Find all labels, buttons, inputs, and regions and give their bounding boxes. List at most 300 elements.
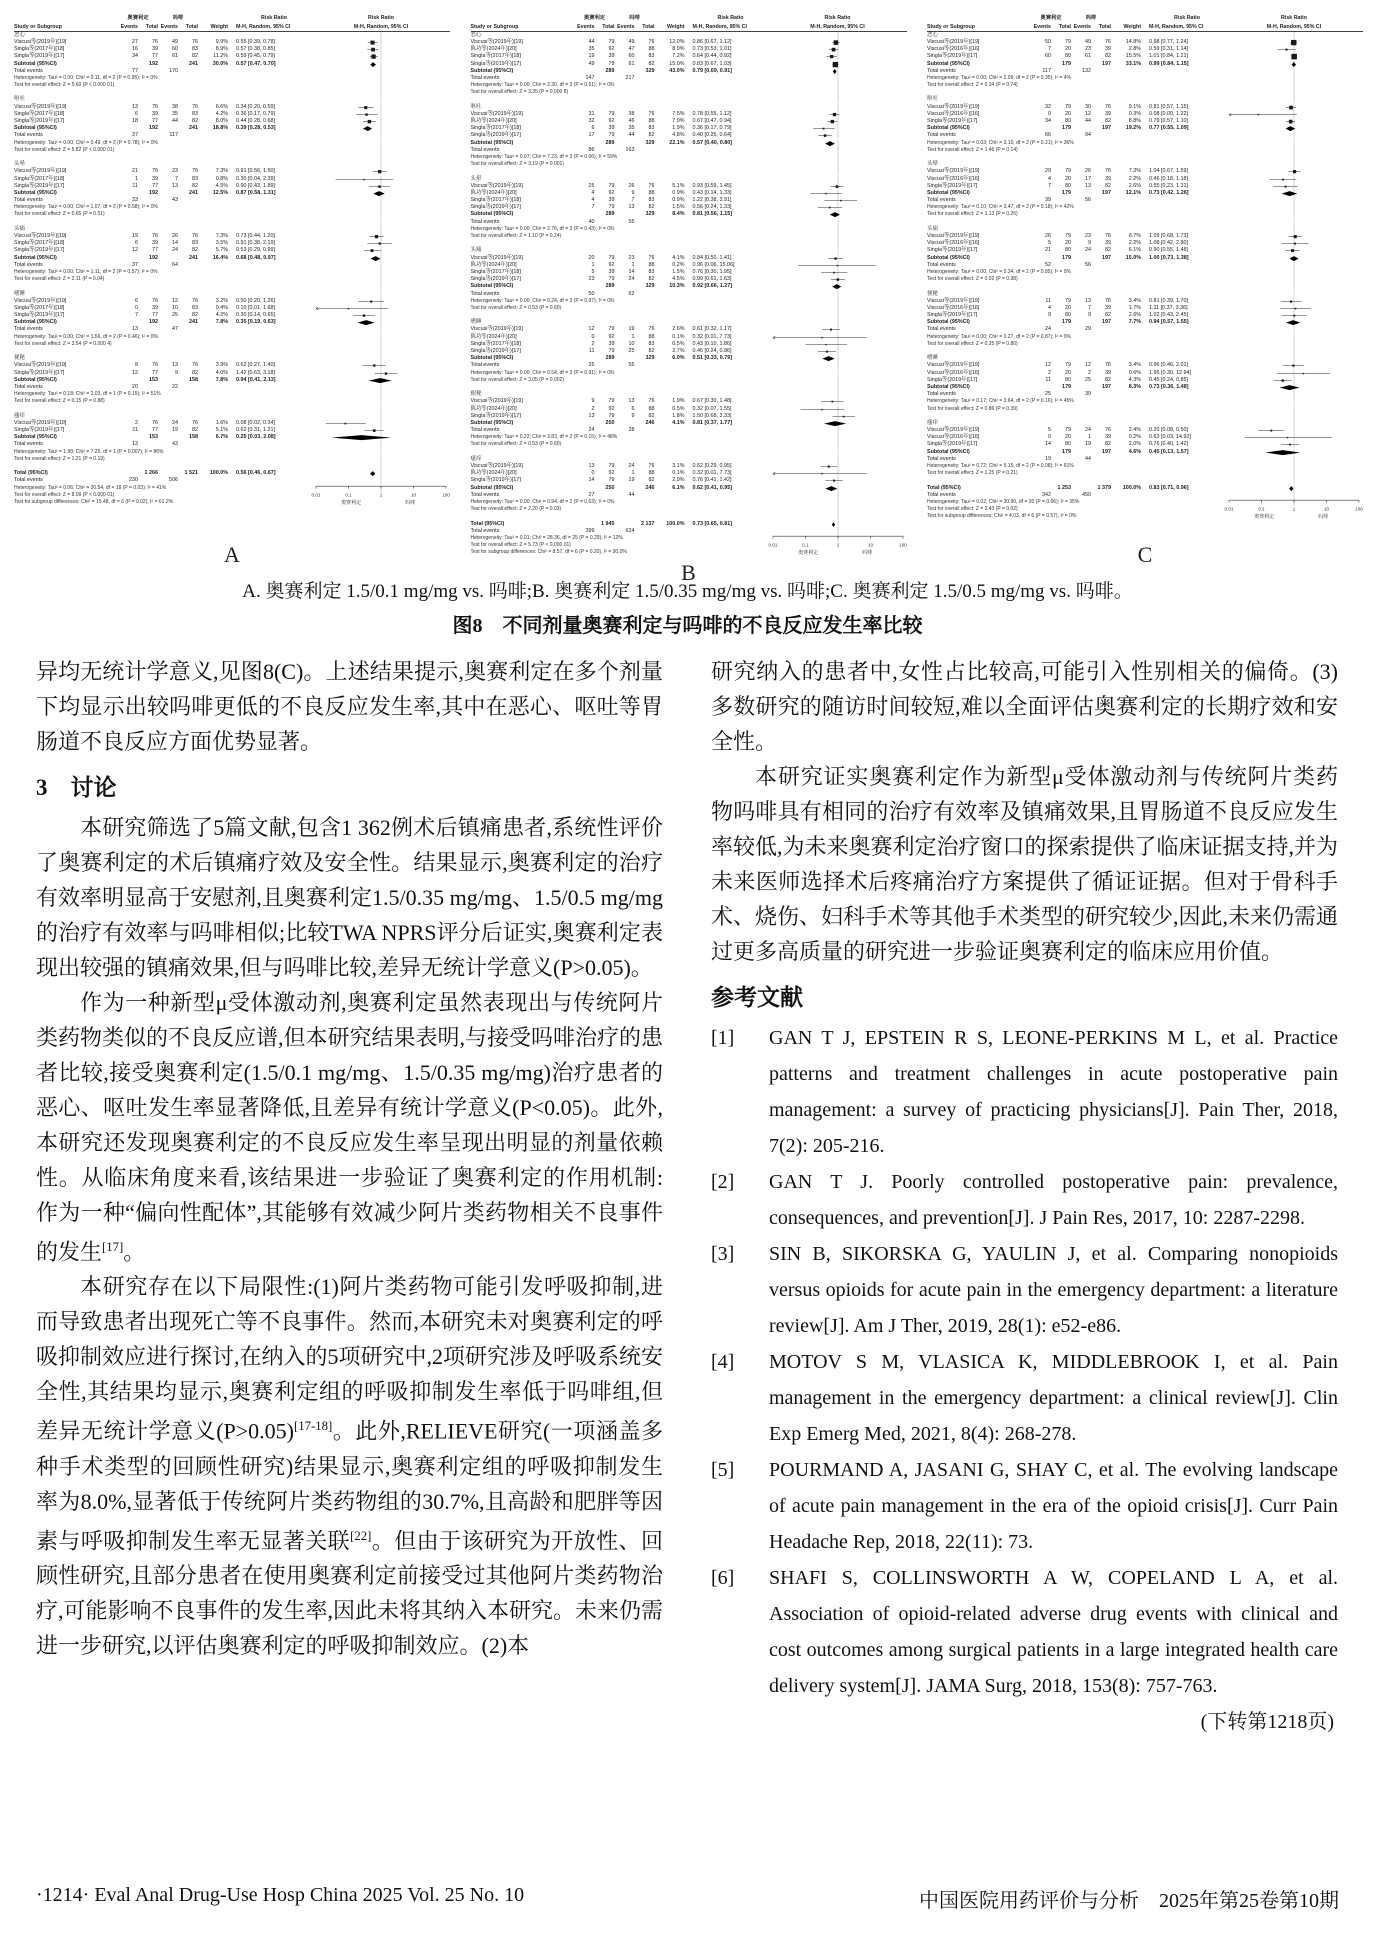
forest-cell: 2.8% bbox=[1128, 46, 1141, 53]
forest-row-study bbox=[471, 46, 907, 53]
forest-cell: 12 bbox=[588, 326, 595, 333]
forest-header bbox=[471, 14, 907, 32]
forest-header-cell: Risk Ratio bbox=[1281, 15, 1307, 22]
forest-cell: 1.01 [0.84, 1.21] bbox=[1149, 53, 1188, 60]
spacer bbox=[927, 154, 1363, 161]
forest-cell: 4.0% bbox=[215, 369, 228, 376]
forest-panel-B bbox=[470, 14, 907, 586]
forest-cell: 33.1% bbox=[1125, 60, 1141, 67]
forest-plot-cell bbox=[312, 176, 450, 183]
forest-row-subtotal bbox=[471, 211, 907, 218]
forest-cell: 79 bbox=[1065, 38, 1071, 45]
forest-plot-cell bbox=[312, 168, 450, 175]
forest-plot-cell bbox=[769, 283, 907, 290]
forest-cell: 34 bbox=[132, 53, 138, 60]
forest-cell: 0.36 [0.17, 0.79] bbox=[236, 110, 275, 117]
forest-row-study bbox=[14, 233, 450, 240]
forest-cell: 83 bbox=[192, 175, 198, 182]
forest-plot-cell bbox=[312, 362, 450, 369]
forest-row-study bbox=[471, 61, 907, 68]
forest-text: Heterogeneity: Tau² = 0.00; Chi² = 0.54, df = 3 (P = 0.91); I² = 0% bbox=[470, 369, 615, 376]
forest-row-study bbox=[927, 183, 1363, 190]
forest-plot-cell bbox=[1225, 513, 1363, 520]
forest-cell: 82 bbox=[1105, 441, 1111, 448]
forest-cell: 329 bbox=[645, 139, 655, 146]
forest-text: Test for overall effect: Z = 0.34 (P = 0.74) bbox=[927, 82, 1018, 89]
forest-plot-cell bbox=[769, 132, 907, 139]
forest-cell: 82 bbox=[648, 132, 655, 139]
forest-cell: 179 bbox=[1062, 448, 1071, 455]
heterogeneity bbox=[14, 75, 450, 82]
forest-plot-cell bbox=[312, 147, 450, 154]
forest-text: Test for overall effect: Z = 3.19 (P = 0.001) bbox=[470, 161, 564, 168]
forest-cell: 82 bbox=[1105, 312, 1111, 319]
forest-cell: 49 bbox=[588, 60, 595, 67]
forest-cell: 23 bbox=[172, 168, 178, 175]
forest-cell: 5.7% bbox=[215, 247, 228, 254]
forest-plot-cell bbox=[312, 492, 450, 499]
forest-cell: 25 bbox=[588, 182, 595, 189]
forest-row-label: Singla等(2019年)[17] bbox=[470, 204, 521, 211]
forest-cell: 88 bbox=[648, 470, 655, 477]
forest-cell: 0.8% bbox=[215, 175, 228, 182]
forest-cell: 289 bbox=[605, 139, 615, 146]
forest-row-study bbox=[471, 111, 907, 118]
subgroup-name bbox=[471, 319, 907, 326]
forest-cell: 88 bbox=[648, 189, 655, 196]
forest-cell: 1.11 [0.37, 3.36] bbox=[1149, 304, 1188, 311]
forest-plot-cell bbox=[312, 291, 450, 298]
forest-cell: 0.3% bbox=[1128, 110, 1141, 117]
forest-plot-cell bbox=[1225, 39, 1363, 46]
forest-cell: 8.0% bbox=[215, 118, 228, 125]
svg-text:1: 1 bbox=[1292, 506, 1296, 512]
forest-text: Test for overall effect: Z = 0.25 (P = 0.80) bbox=[927, 340, 1018, 347]
forest-row-study bbox=[14, 118, 450, 125]
forest-row-label: Total events bbox=[927, 261, 956, 268]
forest-cell: 39 bbox=[608, 53, 615, 60]
forest-cell: 13 bbox=[172, 182, 178, 189]
forest-text: Test for subgroup differences: Chi² = 15.48, df = 6 (P = 0.02), I² = 61.2% bbox=[14, 498, 174, 505]
forest-row-events bbox=[471, 528, 907, 535]
forest-cell: 44 bbox=[628, 132, 635, 139]
spacer bbox=[14, 463, 450, 470]
forest-cell: 39 bbox=[1105, 110, 1111, 117]
forest-row-study bbox=[927, 305, 1363, 312]
forest-text: Heterogeneity: Tau² = 1.98; Chi² = 7.25, df = 1 (P = 0.007); I² = 86% bbox=[14, 448, 164, 455]
forest-text: 瘙痒 bbox=[927, 419, 939, 426]
forest-cell: 0.56 [0.24, 1.33] bbox=[692, 204, 732, 211]
forest-cell: 0.36 [0.17, 0.79] bbox=[692, 125, 732, 132]
forest-cell: 79 bbox=[1065, 168, 1071, 175]
forest-row-label: Viscusi等(2019年)[19] bbox=[14, 168, 67, 175]
forest-header-cell: Events bbox=[1073, 23, 1091, 30]
forest-plot bbox=[471, 14, 907, 556]
forest-plot-cell bbox=[312, 477, 450, 484]
forest-row-events bbox=[471, 492, 907, 499]
forest-cell: 47 bbox=[628, 46, 635, 53]
forest-text: Heterogeneity: Tau² = 0.01; Chi² = 28.36, df = 25 (P = 0.29); I² = 12% bbox=[470, 534, 623, 541]
forest-cell: 79 bbox=[608, 38, 615, 45]
test-overall-effect bbox=[14, 398, 450, 405]
forest-header-cell: M-H, Random, 95% CI bbox=[692, 23, 747, 30]
footer-right: 中国医院用药评价与分析 2025年第25卷第10期 bbox=[919, 1890, 1339, 1912]
spacer bbox=[471, 96, 907, 103]
reference-text: POURMAND A, JASANI G, SHAY C, et al. The evolving landscape of acute pain management in the era of the opioid crisis[J]. Curr Pain Headache Rep, 2018, 22(11): 73. bbox=[769, 1459, 1338, 1553]
forest-row-study bbox=[14, 420, 450, 427]
forest-plot-cell bbox=[312, 434, 450, 441]
forest-cell: 2 bbox=[591, 340, 595, 347]
test-overall-effect bbox=[14, 456, 450, 463]
svg-text:10: 10 bbox=[867, 542, 873, 548]
forest-row-label: 陈功等(2024年)[20] bbox=[470, 405, 517, 412]
forest-row-study bbox=[14, 39, 450, 46]
forest-plot-cell bbox=[312, 276, 450, 283]
forest-cell: 39 bbox=[608, 340, 615, 347]
forest-cell: 44 bbox=[172, 118, 178, 125]
forest-row-study bbox=[927, 298, 1363, 305]
forest-cell: 0.34 [0.20, 0.59] bbox=[236, 103, 275, 110]
forest-plot-cell bbox=[769, 247, 907, 254]
forest-cell: 44 bbox=[588, 38, 595, 45]
forest-text: Heterogeneity: Tau² = 0.00; Chi² = 2.76, df = 3 (P = 0.43); I² = 0% bbox=[470, 225, 615, 232]
forest-cell: 40 bbox=[588, 218, 595, 225]
forest-row-study bbox=[471, 197, 907, 204]
forest-header-cell: Risk Ratio bbox=[261, 15, 287, 22]
forest-row-events bbox=[14, 68, 450, 75]
forest-cell: 7.3% bbox=[1128, 168, 1141, 175]
forest-row-events bbox=[927, 132, 1363, 139]
forest-row-label: Viscusi等(2019年)[19] bbox=[14, 362, 67, 369]
forest-text: Test for overall effect: Z = 3.35 (P = 0.000 8) bbox=[470, 89, 569, 96]
forest-cell: 14 bbox=[588, 477, 595, 484]
forest-cell: 20 bbox=[1065, 175, 1071, 182]
forest-header-cell: 吗啡 bbox=[1085, 15, 1097, 22]
forest-plot-cell bbox=[1225, 377, 1363, 384]
forest-cell: 79 bbox=[608, 463, 615, 470]
forest-cell: 7 bbox=[135, 312, 138, 319]
forest-cell: 76 bbox=[648, 38, 655, 45]
forest-cell: 179 bbox=[1062, 319, 1071, 326]
forest-plot-cell bbox=[312, 61, 450, 68]
reference-item bbox=[711, 1344, 1338, 1452]
forest-plot-cell bbox=[312, 341, 450, 348]
forest-cell: 83 bbox=[192, 304, 198, 311]
forest-cell: 82 bbox=[192, 182, 198, 189]
forest-plot-cell bbox=[769, 176, 907, 183]
forest-plot-cell bbox=[312, 283, 450, 290]
forest-row-label: Viscusi等(2016年)[16] bbox=[927, 175, 980, 182]
forest-cell: 80 bbox=[1065, 182, 1071, 189]
forest-plot-cell bbox=[312, 391, 450, 398]
forest-header-cell: 奥赛利定 bbox=[583, 15, 606, 22]
forest-header-cols bbox=[14, 22, 450, 30]
forest-row-subtotal bbox=[927, 61, 1363, 68]
forest-cell: 14 bbox=[1045, 441, 1051, 448]
forest-plot-cell bbox=[1225, 118, 1363, 125]
forest-cell: 197 bbox=[1102, 125, 1111, 132]
forest-row-label: Total events bbox=[14, 383, 43, 390]
forest-plot-cell bbox=[312, 262, 450, 269]
heterogeneity bbox=[927, 204, 1363, 211]
forest-plot-cell bbox=[312, 204, 450, 211]
test-overall-total bbox=[471, 542, 907, 549]
forest-cell: 0.43 [0.14, 1.33] bbox=[692, 189, 732, 196]
forest-header-cell: M-H, Random, 95% CI bbox=[353, 23, 409, 30]
forest-cell: 82 bbox=[192, 247, 198, 254]
forest-plot-cell bbox=[1225, 262, 1363, 269]
forest-cell: 13 bbox=[172, 362, 178, 369]
test-subgroup-differences bbox=[14, 499, 450, 506]
forest-cell: 147 bbox=[585, 74, 595, 81]
forest-row-label: Total events bbox=[927, 391, 956, 398]
forest-row-label: Viscusi等(2016年)[16] bbox=[927, 434, 980, 441]
forest-plot-cell bbox=[312, 326, 450, 333]
forest-cell: 61 bbox=[172, 53, 178, 60]
forest-cell: 2.6% bbox=[1128, 182, 1141, 189]
forest-plot-cell bbox=[1225, 61, 1363, 68]
forest-row-study bbox=[14, 111, 450, 118]
forest-cell: 329 bbox=[645, 355, 655, 362]
forest-cell: 4.1% bbox=[672, 419, 685, 426]
forest-cell: 197 bbox=[1102, 189, 1111, 196]
forest-cell: 100.0% bbox=[209, 470, 228, 477]
spacer bbox=[14, 89, 450, 96]
forest-header-cell: Events bbox=[577, 23, 595, 30]
forest-cell: 192 bbox=[149, 125, 158, 132]
forest-cell: 76 bbox=[192, 297, 198, 304]
forest-cell: 153 bbox=[149, 434, 158, 441]
forest-cell: 192 bbox=[149, 189, 158, 196]
forest-row-label: Singla等(2017年)[18] bbox=[470, 197, 521, 204]
forest-cell: 22.1% bbox=[669, 139, 685, 146]
forest-cell: 0.56 [0.46, 0.67] bbox=[236, 470, 276, 477]
forest-text: 嗜睡 bbox=[14, 290, 26, 297]
forest-plot-cell bbox=[769, 75, 907, 82]
forest-plot-cell bbox=[1225, 470, 1363, 477]
spacer bbox=[471, 312, 907, 319]
forest-row-label: Subtotal (95%CI) bbox=[927, 60, 970, 67]
forest-cell: 250 bbox=[605, 484, 615, 491]
forest-cell: 250 bbox=[605, 419, 615, 426]
forest-plot-cell bbox=[1225, 456, 1363, 463]
forest-cell: 0.52 [0.29, 0.95] bbox=[692, 463, 732, 470]
forest-row-study bbox=[927, 53, 1363, 60]
forest-row-subtotal bbox=[927, 125, 1363, 132]
forest-cell: 80 bbox=[1065, 376, 1071, 383]
forest-cell: 7.9% bbox=[672, 118, 685, 125]
forest-cell: 39 bbox=[1105, 369, 1111, 376]
forest-cell: 1.02 [0.43, 2.45] bbox=[1149, 312, 1188, 319]
forest-cell: 43 bbox=[172, 197, 178, 204]
heterogeneity bbox=[14, 391, 450, 398]
forest-cell: 0.51 [0.33, 0.79] bbox=[692, 355, 733, 362]
forest-plot-cell bbox=[769, 61, 907, 68]
forest-cell: 3.9% bbox=[215, 362, 228, 369]
forest-text: Test for overall effect: Z = 1.25 (P = 0.21) bbox=[927, 470, 1018, 477]
forest-header-cell: Study or Subgroup bbox=[927, 23, 975, 30]
forest-row-label: Subtotal (95%CI) bbox=[470, 484, 514, 491]
test-overall-effect bbox=[927, 211, 1363, 218]
forest-cell: 10.3% bbox=[669, 283, 685, 290]
forest-cell: 13 bbox=[1085, 297, 1091, 304]
forest-plot-cell bbox=[1225, 132, 1363, 139]
test-overall-effect bbox=[471, 377, 907, 384]
forest-cell: 8.4% bbox=[672, 211, 685, 218]
forest-row-label: Singla等(2017年)[18] bbox=[14, 240, 65, 247]
forest-cell: 4.8% bbox=[672, 132, 685, 139]
forest-cell: 79 bbox=[608, 204, 615, 211]
page-footer bbox=[0, 1884, 1375, 1913]
forest-cell: 19 bbox=[628, 477, 635, 484]
forest-plot-cell bbox=[1225, 226, 1363, 233]
forest-plot-cell bbox=[312, 161, 450, 168]
forest-cell: 92 bbox=[608, 405, 615, 412]
forest-text: Test for overall effect: Z = 0.15 (P = 0.88) bbox=[14, 398, 105, 405]
forest-cell: 0 bbox=[1048, 110, 1051, 117]
test-overall-effect bbox=[471, 161, 907, 168]
reference-text: SIN B, SIKORSKA G, YAULIN J, et al. Comparing nonopioids versus opioids for acute pain in the emergency department: a literature review[J]. Am J Ther, 2019, 28(1): e52-e86. bbox=[769, 1243, 1338, 1337]
test-overall-effect bbox=[14, 211, 450, 218]
forest-row-events bbox=[927, 262, 1363, 269]
forest-cell: 12 bbox=[172, 297, 178, 304]
forest-cell: 11 bbox=[132, 182, 138, 189]
forest-text: Test for overall effect: Z = 8.09 (P < 0.000 01) bbox=[14, 491, 115, 498]
forest-cell: 0.73 [0.42, 1.26] bbox=[1149, 189, 1189, 196]
forest-cell: 0.1% bbox=[672, 333, 685, 340]
forest-cell: 80 bbox=[1065, 312, 1071, 319]
forest-cell: 13 bbox=[588, 463, 595, 470]
forest-cell: 76 bbox=[152, 297, 158, 304]
forest-cell: 2.2% bbox=[1128, 240, 1141, 247]
forest-cell: 0.32 [0.01, 7.73] bbox=[692, 333, 732, 340]
forest-cell: 47 bbox=[172, 326, 178, 333]
forest-plot-cell bbox=[312, 298, 450, 305]
forest-plot-cell bbox=[769, 506, 907, 513]
forest-cell: 79 bbox=[608, 182, 615, 189]
forest-plot-cell bbox=[312, 111, 450, 118]
forest-plot-cell bbox=[769, 334, 907, 341]
forest-plot-cell bbox=[312, 470, 450, 477]
forest-plot-cell bbox=[1225, 477, 1363, 484]
subgroup-name bbox=[927, 226, 1363, 233]
forest-plot-cell bbox=[1225, 362, 1363, 369]
forest-cell: 0.99 [0.84, 1.15] bbox=[1149, 60, 1189, 67]
forest-plot-cell bbox=[769, 456, 907, 463]
forest-cell: 0.90 [0.55, 1.48] bbox=[1149, 247, 1188, 254]
forest-cell: 82 bbox=[648, 60, 655, 67]
reference-item bbox=[711, 1560, 1338, 1704]
svg-text:100: 100 bbox=[442, 492, 450, 498]
forest-cell: 7 bbox=[175, 175, 178, 182]
forest-cell: 76 bbox=[152, 233, 158, 240]
forest-row-label: Singla等(2019年)[17] bbox=[470, 276, 521, 283]
forest-text: 便秘 bbox=[927, 290, 939, 297]
forest-plot-cell bbox=[769, 377, 907, 384]
forest-row-study bbox=[927, 434, 1363, 441]
forest-header-cell: M-H, Random, 95% CI bbox=[1149, 23, 1204, 30]
forest-cell: 38 bbox=[628, 110, 635, 117]
forest-row-label: Total events bbox=[470, 491, 500, 498]
forest-cell: 79 bbox=[608, 132, 615, 139]
forest-cell: 76 bbox=[192, 233, 198, 240]
forest-row-label: Singla等(2017年)[18] bbox=[470, 268, 521, 275]
forest-cell: 31 bbox=[588, 110, 595, 117]
forest-cell: 0 bbox=[135, 304, 138, 311]
spacer bbox=[14, 283, 450, 290]
forest-plot-cell bbox=[312, 348, 450, 355]
forest-plot-cell bbox=[769, 53, 907, 60]
figure-caption-title: 图8 不同剂量奥赛利定与吗啡的不良反应发生率比较 bbox=[452, 615, 923, 637]
forest-cell: 0.73 [0.53, 1.01] bbox=[692, 46, 732, 53]
forest-text: Test for overall effect: Z = 2.11 (P = 0.04) bbox=[14, 276, 105, 283]
spacer bbox=[927, 219, 1363, 226]
forest-cell: 77 bbox=[152, 182, 158, 189]
test-overall-effect bbox=[927, 82, 1363, 89]
forest-cell: 6 bbox=[135, 110, 138, 117]
reference-text: MOTOV S M, VLASICA K, MIDDLEBROOK I, et al. Pain management in the emergency department: a clinical review[J]. Clin Exp Emerg Med, 2021, 8(4): 268-278. bbox=[769, 1351, 1338, 1445]
forest-cell: 27 bbox=[132, 38, 138, 45]
forest-cell: 1.22 [0.38, 3.91] bbox=[692, 197, 732, 204]
forest-cell: 0.32 [0.01, 7.73] bbox=[692, 470, 732, 477]
forest-row-study bbox=[471, 326, 907, 333]
forest-row-study bbox=[927, 118, 1363, 125]
forest-plot-cell bbox=[1225, 326, 1363, 333]
forest-cell: 0.57 [0.47, 0.70] bbox=[236, 60, 276, 67]
forest-cell: 450 bbox=[1082, 491, 1091, 498]
heterogeneity bbox=[471, 298, 907, 305]
forest-cell: 4.2% bbox=[215, 110, 228, 117]
forest-cell: 0.6% bbox=[1128, 369, 1141, 376]
forest-row-label: Viscusi等(2019年)[19] bbox=[927, 233, 980, 240]
forest-cell: 82 bbox=[1105, 376, 1111, 383]
forest-cell: 24 bbox=[172, 419, 178, 426]
forest-plot-cell bbox=[1225, 406, 1363, 413]
forest-cell: 88 bbox=[648, 46, 655, 53]
forest-cell: 23 bbox=[1085, 46, 1091, 53]
reference-item bbox=[711, 1164, 1338, 1236]
forest-row-label: Subtotal (95%CI) bbox=[470, 419, 514, 426]
forest-row-label: Singla等(2019年)[17] bbox=[927, 118, 978, 125]
forest-cell: 88 bbox=[648, 261, 655, 268]
forest-cell: 30 bbox=[1085, 103, 1091, 110]
test-overall-effect bbox=[471, 89, 907, 96]
forest-cell: 16 bbox=[132, 46, 138, 53]
forest-row-events bbox=[927, 326, 1363, 333]
forest-row-label: Subtotal (95%CI) bbox=[927, 254, 970, 261]
forest-cell: 7.5% bbox=[672, 110, 685, 117]
forest-cell: 24 bbox=[1085, 427, 1091, 434]
forest-cell: 77 bbox=[152, 427, 158, 434]
continued-note: (下转第1218页) bbox=[1200, 1711, 1334, 1733]
forest-cell: 39 bbox=[152, 46, 158, 53]
forest-cell: 92 bbox=[608, 470, 615, 477]
forest-row-subtotal bbox=[927, 190, 1363, 197]
forest-cell: 76 bbox=[192, 362, 198, 369]
forest-cell: 79 bbox=[1065, 427, 1071, 434]
forest-text: Test for overall effect: Z = 0.02 (P = 0.98) bbox=[927, 276, 1018, 283]
forest-row-subtotal bbox=[927, 384, 1363, 391]
forest-cell: 19 bbox=[172, 427, 178, 434]
heterogeneity-total bbox=[927, 499, 1363, 506]
forest-cell: 20 bbox=[1065, 240, 1071, 247]
forest-cell: 179 bbox=[1062, 60, 1071, 67]
forest-cell: 12.5% bbox=[212, 189, 228, 196]
forest-cell: 82 bbox=[648, 477, 655, 484]
forest-cell: 39 bbox=[608, 268, 615, 275]
forest-cell: 19 bbox=[588, 53, 595, 60]
column-right bbox=[711, 654, 1338, 1740]
